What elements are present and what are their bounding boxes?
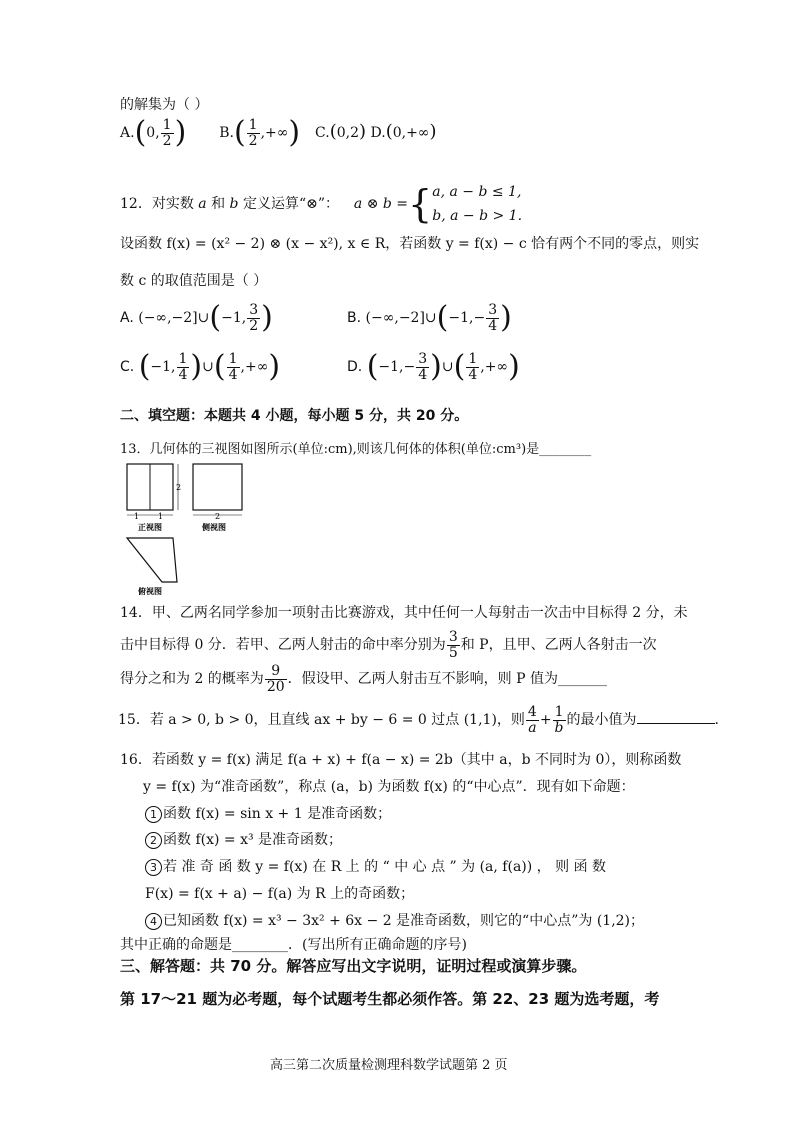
q12-b-v2: −1,− — [448, 310, 486, 327]
q15-end: . — [714, 712, 719, 729]
q12-d-den2: 4 — [468, 366, 478, 383]
section3-note: 第 17～21 题为必考题，每个试题考生都必须作答。第 22、23 题为选考题，考 — [120, 990, 660, 1008]
q12-c-den2: 4 — [228, 366, 238, 383]
q14-line3a: 得分之和为 2 的概率为 — [120, 671, 264, 688]
q12-var-b: b — [229, 196, 239, 212]
q16-prop1 — [145, 803, 391, 823]
q12-number: 12． — [120, 196, 152, 212]
q12-option-c: C. (−1, $\frac{1}{4}$ )∪( $\frac{1}{4}$ ,+∞) — [120, 349, 281, 385]
q11-option-c-value: 0,2 — [336, 125, 360, 142]
side-view-rect — [193, 464, 242, 510]
dim-label-2: 1 — [158, 512, 164, 521]
q15-plus: + — [539, 712, 552, 729]
dim-label-height: 2 — [176, 483, 182, 492]
q12-operation: a ⊗ b = — [353, 196, 409, 212]
q12-c-cup: ∪ — [202, 359, 214, 376]
q11-b-num: 1 — [248, 117, 258, 133]
q12-c-v1: −1, — [150, 359, 176, 376]
q12-text-a: 对实数 — [151, 196, 194, 212]
q16-prop2 — [145, 829, 342, 849]
q12-d-label: D. — [347, 359, 363, 376]
q14-line1: 14．甲、乙两名同学参加一项射击比赛游戏，其中任何一人每射击一次击中目标得 2 分，未 — [120, 605, 688, 621]
q12-d-num1: 3 — [418, 351, 428, 367]
q11-stem: 的解集为（ ） — [120, 97, 209, 113]
q15-blank — [637, 723, 715, 724]
q12-var-a: a — [198, 196, 207, 212]
q12-a-num: 3 — [249, 302, 259, 318]
q11-b-den: 2 — [248, 132, 258, 149]
q14-f2-den: 20 — [266, 678, 285, 695]
q16-prop4 — [145, 910, 644, 930]
q16-prop1-text: 函数 f(x) = sin x + 1 是准奇函数； — [163, 806, 392, 822]
q12-b-v1: (−∞,−2]∪ — [365, 310, 437, 327]
q16-prop2-num: 2 — [145, 832, 162, 849]
dim-label-1: 1 — [134, 512, 140, 521]
q11-option-b-label: B. — [219, 125, 234, 142]
q12-stem-line3: 数 c 的取值范围是（ ） — [120, 273, 268, 289]
section3-heading: 三、解答题：共 70 分。解答应写出文字说明，证明过程或演算步骤。 — [120, 957, 587, 975]
q12-c-num1: 1 — [178, 351, 188, 367]
q14-line3 — [120, 664, 607, 694]
q12-option-a: A. (−∞,−2]∪(−1, $\frac{3}{2}$ ) — [120, 300, 273, 336]
q12-b-label: B. — [347, 310, 362, 327]
q12-stem-line2: 设函数 f(x) = (x² − 2) ⊗ (x − x²), x ∈ R，若函数 y = f(x) − c 恰有两个不同的零点，则实 — [120, 236, 700, 252]
q15-f1-num: 4 — [527, 704, 537, 720]
q14-f2-num: 9 — [265, 664, 287, 680]
q13-stem: 13．几何体的三视图如图所示(单位:cm),则该几何体的体积(单位:cm³)是________ — [120, 442, 592, 457]
q15-text-b: 的最小值为 — [566, 712, 637, 729]
q12-a-v2: −1, — [221, 310, 247, 327]
q15-f2-den: b — [554, 719, 564, 736]
q11-option-a-value: 0, — [146, 125, 160, 142]
q12-b-num: 3 — [488, 302, 498, 318]
q12-d-den1: 4 — [418, 366, 428, 383]
q11-a-den: 2 — [162, 132, 172, 149]
q16-prop4-num: 4 — [145, 913, 162, 930]
q16-line2: y = f(x) 为“准奇函数”，称点 (a，b) 为函数 f(x) 的“中心点”．现有如下命题： — [143, 779, 635, 795]
q11-options: A.(0, $\frac{1}{2}$ ) B.( $\frac{1}{2}$ ,+∞) C.(0,2) D.(0,+∞) — [120, 115, 437, 151]
q12-a-den: 2 — [249, 317, 259, 334]
q12-c-label: C. — [120, 359, 135, 376]
q14-line2b: 和 P，且甲、乙两人各射击一次 — [460, 637, 657, 654]
q12-a-v1: (−∞,−2]∪ — [138, 310, 210, 327]
q14-f1-num: 3 — [448, 629, 458, 645]
q12-option-d: D. (−1,− $\frac{3}{4}$ )∪( $\frac{1}{4}$ ,+∞) — [347, 349, 520, 385]
q11-option-b-value: ,+∞ — [260, 125, 289, 142]
q15-text-a: 15．若 a > 0, b > 0，且直线 ax + by − 6 = 0 过点 (1,1)，则 — [118, 712, 525, 729]
q11-option-a-label: A. — [120, 125, 135, 142]
q12-text-and: 和 — [211, 196, 226, 212]
three-view-figure — [120, 458, 260, 600]
q14-line3b: ．假设甲、乙两人射击互不影响，则 P 值为_______ — [287, 671, 607, 688]
q16-last: 其中正确的命题是________．(写出所有正确命题的序号) — [120, 937, 467, 953]
q14-line2a: 击中目标得 0 分．若甲、乙两人射击的命中率分别为 — [120, 637, 446, 654]
q12-d-cup: ∪ — [441, 359, 454, 376]
front-view-label: 正视图 — [138, 522, 162, 532]
page-footer: 高三第二次质量检测理科数学试题第 2 页 — [270, 1058, 508, 1073]
q12-a-label: A. — [120, 310, 134, 327]
q15-stem — [118, 705, 719, 735]
q16-prop2-text: 函数 f(x) = x³ 是准奇函数； — [163, 832, 343, 848]
q16-prop3b: F(x) = f(x + a) − f(a) 为 R 上的奇函数； — [145, 886, 415, 902]
q15-f2-num: 1 — [554, 704, 564, 720]
q11-option-d-label: D. — [370, 125, 386, 142]
q15-f1-den: a — [528, 719, 537, 736]
top-view-label: 俯视图 — [138, 586, 162, 596]
q12-option-b: B. (−∞,−2]∪(−1,− $\frac{3}{4}$ ) — [347, 300, 512, 336]
q12-d-num2: 1 — [468, 351, 478, 367]
q11-option-c-label: C. — [315, 125, 330, 142]
q12-case2: b, a − b > 1. — [432, 208, 523, 224]
q12-stem-line1: 12．对实数 a 和 b 定义运算“⊗”： a ⊗ b ={ a, a − b ≤ 1, b, a − b > 1. — [120, 182, 523, 226]
q14-line2 — [120, 630, 657, 660]
q12-c-num2: 1 — [228, 351, 238, 367]
side-view-label: 侧视图 — [202, 522, 226, 532]
q12-d-v1: −1,− — [378, 359, 416, 376]
top-view-shape — [127, 538, 177, 582]
q12-c-v2: ,+∞ — [240, 359, 269, 376]
section2-heading: 二、填空题：本题共 4 小题，每小题 5 分，共 20 分。 — [120, 408, 469, 424]
q11-option-d-value: 0,+∞ — [392, 125, 430, 142]
q12-b-den: 4 — [488, 317, 498, 334]
q11-a-num: 1 — [162, 117, 172, 133]
q16-prop3-num: 3 — [145, 859, 162, 876]
q16-line1: 16．若函数 y = f(x) 满足 f(a + x) + f(a − x) = 2b（其中 a，b 不同时为 0），则称函数 — [120, 752, 682, 768]
q16-prop4-text: 已知函数 f(x) = x³ − 3x² + 6x − 2 是准奇函数，则它的“中心点”为 (1,2)； — [163, 913, 645, 929]
dim-label-width: 2 — [215, 512, 221, 521]
q12-d-v2: ,+∞ — [480, 359, 509, 376]
q16-prop3 — [145, 856, 606, 876]
q16-prop1-num: 1 — [145, 806, 162, 823]
q12-c-den1: 4 — [178, 366, 188, 383]
q16-prop3-text: 若 准 奇 函 数 y = f(x) 在 R 上 的 “ 中 心 点 ” 为 (a, f(a)) ， 则 函 数 — [163, 859, 607, 875]
q12-text-b: 定义运算“⊗”： — [242, 196, 340, 212]
q14-f1-den: 5 — [448, 644, 458, 661]
q12-case1: a, a − b ≤ 1, — [432, 184, 522, 200]
